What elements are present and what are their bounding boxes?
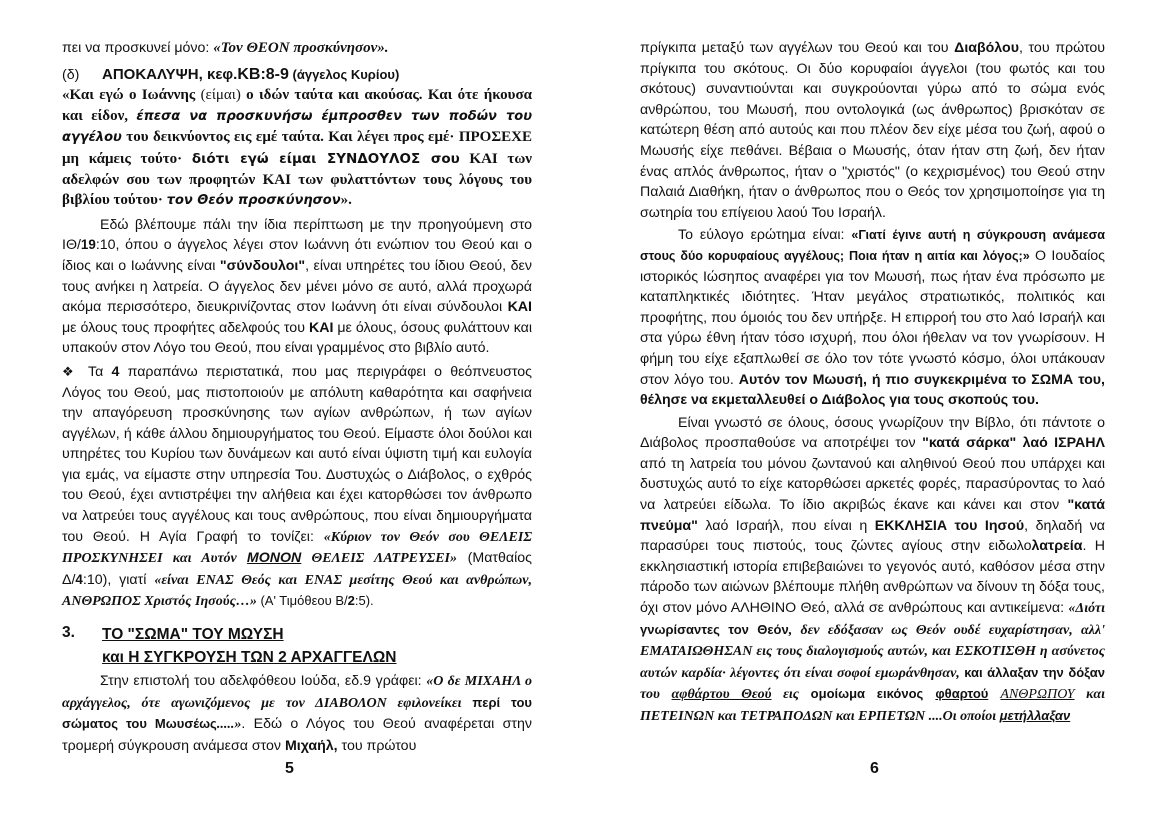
body-paragraph: Στην επιστολή του αδελφόθεου Ιούδα, εδ.9 γράφει: «Ο δε ΜΙΧΑΗΛ ο αρχάγγελος, ότε αγωνιζόμενος με τον ΔΙΑΒΟΛΟΝ εφιλονείκει περί του σώματος του Μωυσέως.....». Εδώ ο Λόγος του Θεού αναφέρεται στην τρομερή σύγκρουση ανάμεσα στον Μιχαήλ, του πρώτου [62,673,532,754]
diamond-bullet-icon: ❖ [62,363,74,379]
body-paragraph: Εδώ βλέπουμε πάλι την ίδια περίπτωση με την προηγούμενη στο ΙΘ/19:10, όπου ο άγγελος λέγει στον Ιωάννη ότι ενώπιον του Θεού και ο ίδιος και ο Ιωάννης είναι "σύνδουλοι", είναι υπηρέτες του ίδιου Θεού, δεν τους ανήκει η λατρεία. Ο άγγελος δεν μένει μόνο σε αυτό, αλλά προχωρά ακόμα περισσότερο, διευκρινίζοντας στον Ιωάννη ότι είναι σύνδουλοι ΚΑΙ με όλους τους προφήτες αδελφούς του ΚΑΙ με όλους, όσους φυλάττουν και υπακούν στον Λόγο του Θεού, που είναι γραμμένος στο βιβλίο αυτό. [62,216,532,357]
scripture-quote: «Και εγώ ο Ιωάννης (είμαι) ο ιδών ταύτα και ακούσας. Και ότε ήκουσα και είδον, έπεσα να προσκυνήσω έμπροσθεν των ποδών του αγγέλου του δεικνύοντος εις εμέ ταύτα. Και λέγει προς εμέ· ΠΡΟΣΕΧΕ μη κάμεις τούτο· διότι εγώ είμαι ΣΥΝΔΟΥΛΟΣ σου ΚΑΙ των αδελφών σου των προφητών ΚΑΙ των φυλαττόντων τους λόγους του βιβλίου τούτου· τον Θεόν προσκύνησον». [62,87,533,209]
subsection-label: (δ) [62,66,80,83]
section-title-line-1: ΤΟ "ΣΩΜΑ" ΤΟΥ ΜΩΥΣΗ [102,626,284,644]
body-paragraph: Το εύλογο ερώτημα είναι: «Γιατί έγινε αυτή η σύγκρουση ανάμεσα στους δύο κορυφαίους αγγέλους; Ποια ήταν η αιτία και λόγος;» Ο Ιουδαίος ιστορικός Ιώσηπος αναφέρει για τον Μωυσή, πως ήταν ένα πρόσωπο με καταπληκτικές ιδιότητες. Ήταν μεγάλος στρατιωτικός, πολιτικός και προφήτης, που όμοιός του δεν υπήρξε. Η επιρροή του στο λαό Ισραήλ και στα γύρω έθνη ήταν τόσο ισχυρή, που όλοι ήθελαν να τον γνωρίσουν. Η φήμη του είχε εξαπλωθεί σε όλο τον τότε γνωστό κόσμο, όλοι υπάκουαν στον λόγο του. Αυτόν τον Μωυσή, ή πιο συγκεκριμένα το ΣΩΜΑ του, θέλησε να εκμεταλλευθεί ο Διάβολος για τους σκοπούς του. [640,227,1105,409]
section-title-line-2: και Η ΣΥΓΚΡΟΥΣΗ ΤΩΝ 2 ΑΡΧΑΓΓΕΛΩΝ [102,649,397,667]
subsection-heading [62,65,532,86]
body-paragraph: πρίγκιπα μεταξύ των αγγέλων του Θεού και του Διαβόλου, του πρώτου πρίγκιπα του σκότους. Οι δύο κορυφαίοι άγγελοι (του φωτός και του σκότους) συναντιούνται και συγκρούονται γύρω από το σώμα ενός ανθρώπου, του Μωυσή, που οντολογικά (ως άνθρωπος) βρισκόταν σε κατώτερη θέση από αυτούς και που πλέον δεν είχε μέσα του ζωή, αφού ο Μωυσής είχε πεθάνει. Βέβαια ο Μωυσής, όταν ήταν στη ζωή, δεν ήταν ένας απλός άνθρωπος, ήταν ο "χριστός" (ο κεχρισμένος) του Θεού στην Παλαιά Διαθήκη, ήταν ο άνθρωπος που ο Θεός τον χρησιμοποίησε για τη σωτηρία του επίγειου λαού Του Ισραήλ. [640,40,1105,221]
page-number: 5 [285,760,294,777]
page-6 [640,38,1105,728]
page-5 [62,38,532,756]
page-number: 6 [870,760,879,777]
section-heading [62,623,532,669]
paragraph-continued: πει να προσκυνεί μόνο: «Τον ΘΕΟΝ προσκύνησον». [62,40,389,56]
body-paragraph: Είναι γνωστό σε όλους, όσους γνωρίζουν την Βίβλο, ότι πάντοτε ο Διάβολος προσπαθούσε να αποτρέψει τον "κατά σάρκα" λαό ΙΣΡΑΗΛ από τη λατρεία του μόνου ζωντανού και αληθινού Θεού που υπάρχει και δυστυχώς αυτό το είχε κατορθώσει αρκετές φορές, παρασύροντας το λαό να λατρεύει είδωλα. Το ίδιο ακριβώς έκανε και κάνει και στον "κατά πνεύμα" λαό Ισραήλ, που είναι η ΕΚΚΛΗΣΙΑ του Ιησού, δηλαδή να παρασύρει τους πιστούς, τους ζώντες αγίους στην ειδωλολατρεία. Η εκκλησιαστική ιστορία επιβεβαιώνει το γεγονός αυτό, καθόσον μέσα στην πάροδο των αιώνων βλέπουμε πλήθη ανθρώπων να δίνουν τη δόξα τους, όχι στον μόνο ΑΛΗΘΙΝΟ Θεό, αλλά σε ανθρώπους και αντικείμενα: «Διότι γνωρίσαντες τον Θεόν, δεν εδόξασαν ως Θεόν ουδέ ευχαρίστησαν, αλλ' ΕΜΑΤΑΙΩΘΗΣΑΝ εις τους διαλογισμούς αυτών, και ΕΣΚΟΤΙΣΘΗ η ασύνετος αυτών καρδία· λέγοντες ότι είναι σοφοί εμωράνθησαν, και άλλαξαν την δόξαν του αφθάρτου Θεού εις ομοίωμα εικόνος φθαρτού ΑΝΘΡΩΠΟΥ και ΠΕΤΕΙΝΩΝ και ΤΕΤΡΑΠΟΔΩΝ και ΕΡΠΕΤΩΝ ....Οι οποίοι μετήλλαξαν [640,414,1106,724]
section-number: 3. [62,624,75,642]
subsection-title: ΑΠΟΚΑΛΥΨΗ, κεφ.ΚΒ:8-9 (άγγελος Κυρίου) [102,65,400,83]
body-paragraph: ❖ Τα 4 παραπάνω περιστατικά, που μας περιγράφει ο θεόπνευστος Λόγος του Θεού, μας πιστοποιούν με απόλυτη καθαρότητα και σαφήνεια την απαγόρευση προσκύνησης των αγίων ανθρώπων, ή των αγίων αγγέλων, ή κάθε άλλου δημιουργήματος του Θεού. Είμαστε όλοι δούλοι και υπηρέτες του Κυρίου των δυνάμεων και αυτό είναι ύψιστη τιμή και ευλογία για εμάς, να είμαστε στην υπηρεσία Του. Δυστυχώς ο Διάβολος, ο εχθρός του Θεού, έχει αντιστρέψει την αλήθεια και έχει κατορθώσει τον άνθρωπο να λατρεύει τους αγγέλους και τους ανθρώπους, που είναι δημιουργήματα του Θεού. Η Αγία Γραφή το τονίζει: «Κύριον τον Θεόν σου ΘΕΛΕΙΣ ΠΡΟΣΚΥΝΗΣΕΙ και Αυτόν ΜΟΝΟΝ ΘΕΛΕΙΣ ΛΑΤΡΕΥΣΕΙ» (Ματθαίος Δ/4:10), γιατί «είναι ΕΝΑΣ Θεός και ΕΝΑΣ μεσίτης Θεού και ανθρώπων, ΑΝΘΡΩΠΟΣ Χριστός Ιησούς…» (Α' Τιμόθεου Β/2:5). [62,363,532,610]
